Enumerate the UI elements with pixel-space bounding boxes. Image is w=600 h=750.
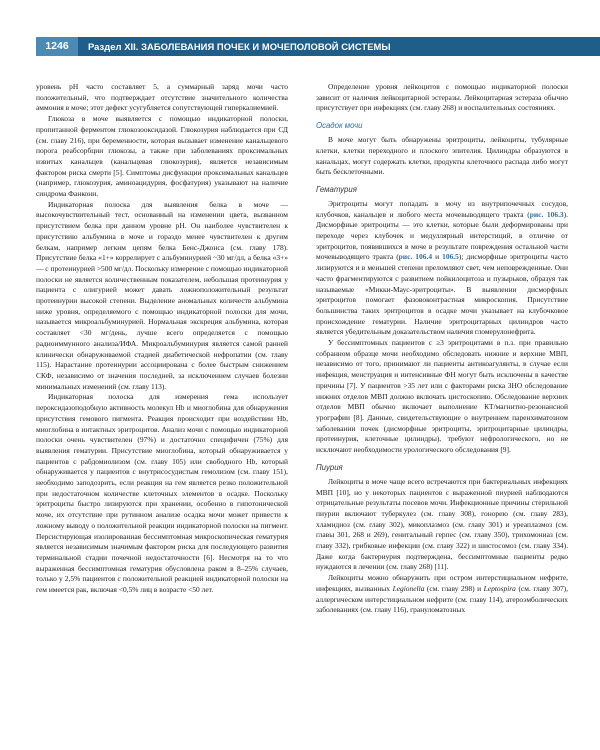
italic-term-leptospira: Leptospira <box>483 583 516 593</box>
paragraph-protein: Индикаторная полоска для выявления белка в моче — высокочувствительный тест, основанный на изменении цвета, вызванном присутствием белка при данном уровне рН. Он наиболее чувствителен к присутствию альбумина в моче и гораздо менее чувствителен к другим белкам, например легким цепям белка Бенс-Джонса (см. главу 178). Присутствие белка «1+» коррелирует с альбуминурией ~30 мг/дл, а белка «3+» — с протеинурией >500 мг/дл. Поскольку измерение с помощью индикаторной полоски не является количественным показателем, небольшая протеинурия у пациента с олигурией может давать ложноположительный результат протеинурии высокой степени. Выделение аномальных количеств альбумина ниже уровня, определяемого с помощью индикаторной полоски для мочи, называется микроальбуминурией. Нормальная экскреция альбумина, которая составляет <30 мг/день, лучше всего определяется с помощью радиоиммунного анализа/ИФА. Микроальбуминурия является самой ранней клинически обнаруживаемой стадией диабетической нефропатии (см. главу 115). Нарастание протеинурии ассоциирована с более быстрым снижением СКФ, независимо от значения последней, за исключением случаев болезни минимальных изменений (см. главу 113). <box>36 199 288 391</box>
paragraph-sediment: В моче могут быть обнаружены эритроциты, лейкоциты, тубулярные клетки, клетки переходного и плоского эпителия. Цилиндры образуются в канальцах, могут содержать клетки, продукты клеточного распада либо могут быть бесклеточными. <box>316 135 568 177</box>
figure-link-106-4[interactable]: рис. 106.4 <box>398 252 433 262</box>
paragraph-leukocyte-esterase: Определение уровня лейкоцитов с помощью индикаторной полоски зависит от наличия лейкоцитарной эстеразы. Лейкоцитарная эстераза обычно присутствует при инфекциях (см. главу 268) и воспалительных состояниях. <box>316 82 568 113</box>
text-run: и <box>432 252 443 262</box>
heading-pyuria: Пиурия <box>316 462 343 472</box>
paragraph-leukocytes <box>316 573 568 616</box>
paragraph-asymptomatic-patients: У бессимптомных пациентов с ≥3 эритроцитами в п.з. при правильно собранном образце мочи необходимо обследовать нижние и верхние МВП, независимо от того, принимают ли пациенты антикоагулянты, в случае если инфекция, менструация и интенсивные ФН могут быть исключены в качестве причины [7]. У пациентов >35 лет или с факторами риска ЗНО обследование нижних отделов МВП должно включать цистоскопию. Обследование верхних отделов МВП обычно включает выполнение КТ/магнитно-резонансной урографии [8]. Данные, свидетельствующие о внутреннем паренхиматозном заболевании почек (дисморфные эритроциты, эритроцитарные цилиндры, протеинурия, клеточные цилиндры), требуют нефрологического, но не исключают необходимости урологического обследования [9]. <box>316 338 568 455</box>
heading-hematuria: Гематурия <box>316 184 357 194</box>
text-run: Лейкоциты можно обнаружить при остром интерстициальном нефрите, инфекциях, вызванных <box>316 573 568 593</box>
heading-urine-sediment: Осадок мочи <box>316 121 363 131</box>
section-title: Раздел XII. ЗАБОЛЕВАНИЯ ПОЧЕК И МОЧЕПОЛОВОЙ СИСТЕМЫ <box>88 41 391 52</box>
figure-link-106-5[interactable]: 106.5 <box>442 252 459 262</box>
italic-term-legionella: Legionella <box>392 583 425 593</box>
figure-link-106-3[interactable]: рис. 106.3 <box>529 209 564 219</box>
paragraph-heme: Индикаторная полоска для измерения гема использует пероксидазоподобную активность молекул Hb и миоглобина для обнаружения присутствия гемового пигмента. Реакция происходит при воздействии Hb, миоглобина в интактных эритроцитов. Анализ мочи с помощью индикаторной полоски очень чувствителен (97%) и достаточно специфичен (75%) для выявления гематурии. Присутствие миоглобина, который обнаруживается у пациентов с рабдомиолизом (см. главу 105) или свободного Hb, который обнаруживается у пациентов с внутрисосудистым гемолизом (см. главу 151), необходимо заподозрить, если реакция на гем является резко положительной при недостаточном количестве клеточных элементов в осадке. Поскольку эритроциты быстро лизируются при хранении, особенно в гипотонической моче, их отсутствие при рутинном анализе осадка мочи может привести к ложному выводу о положительной реакции индикаторной полоски на пигмент. Персистирующая изолированная бессимптомная микроскопическая гематурия является независимым значимым фактором риска для последующего развития терминальной стадии почечной недостаточности [6]. Несмотря на то что выраженная бессимптомная гематурия обусловлена раком в 8–25% случаев, только у 2,5% пациентов с положительной реакцией индикаторной полоски на гем имеется рак, включая <0,5% лиц в возрасте <50 лет. <box>36 392 288 595</box>
text-run: Эритроциты могут попадать в мочу из внутрипочечных сосудов, клубочков, канальцев и любого места мочевыводящего тракта ( <box>316 198 568 219</box>
page-header <box>36 37 600 56</box>
text-run: ). Дисморфные эритроциты — это клетки, которые были деформированы при переходе через клубочек и медуллярный интерстиций, в отличие от эритроцитов, появившихся в моче в результате повреждения остальной части мочевыводящего тракта ( <box>316 209 568 262</box>
paragraph-urine-ph: уровень рН часто составляет 5, а суммарный заряд мочи часто положительный, что подтверждает отсутствие значительного количества аммония в моче; этот дефект усугубляется сопутствующей гиперкалиемией. <box>36 82 288 113</box>
paragraph-erythrocytes <box>316 199 568 338</box>
paragraph-pyuria: Лейкоциты в моче чаще всего встречаются при бактериальных инфекциях МВП [10], но у некоторых пациентов с выраженной пиурией наблюдаются отрицательные результаты посевов мочи. Инфекционные причины стерильной пиурии включают туберкулез (см. главу 308), гонорею (см. главу 283), хламидиоз (см. главу 302), микоплазмоз (см. главу 301) и уреаплазмоз (см. главы 301, 268 и 269), генитальный герпес (см. главу 350), трихомониаз (см. главу 332), грибковые инфекции (см. главу 322) и шистосомоз (см. главу 334). Даже когда бактериурия подтверждена, бессимптомные пациенты редко нуждаются в лечении (см. главу 268) [11]. <box>316 476 568 572</box>
text-run: (см. главу 298) и <box>424 583 484 593</box>
right-column <box>316 82 568 616</box>
text-run: ); дисморфные эритроциты часто лизируются и в меньшей степени преломляют свет, чем неповрежденные. Они часто фрагментируются с развитием пойкилоцитоза и пузырьков, образуя так называемые «Микки-Маус-эритроциты». В выявлении дисморфных эритроцитов помогает фазовоконтрастная микроскопия. Присутствие большинства таких эритроцитов в осадке мочи указывает на клубочковое происхождение гематурии. Наличие эритроцитарных цилиндров часто является убедительным доказательством наличия гломерулонефрита. <box>316 252 568 337</box>
left-column <box>36 82 288 596</box>
paragraph-glucose: Глюкоза в моче выявляется с помощью индикаторной полоски, пропитанной ферментом глюкозооксидазой. Глюкозурия наблюдается при СД (см. главу 216), при беременности, которая вызывает изменение канальцевого порога реабсорбции глюкозы, а также при заболеваниях проксимальных извитых канальцев (канальцевая глюкозурия), является независимым фактором риска смерти [5]. Симптомы дисфункции проксимальных канальцев (например, глюкозурия, аминоацидурия, фосфатурия) указывают на наличие синдрома Фанкони. <box>36 114 288 199</box>
text-run: (см. главу 307), аллергическом интерстициальном нефрите (см. главу 114), атероэмболических заболеваниях (см. главу 116), грануломатозных <box>316 583 568 615</box>
page-number: 1246 <box>36 37 78 56</box>
